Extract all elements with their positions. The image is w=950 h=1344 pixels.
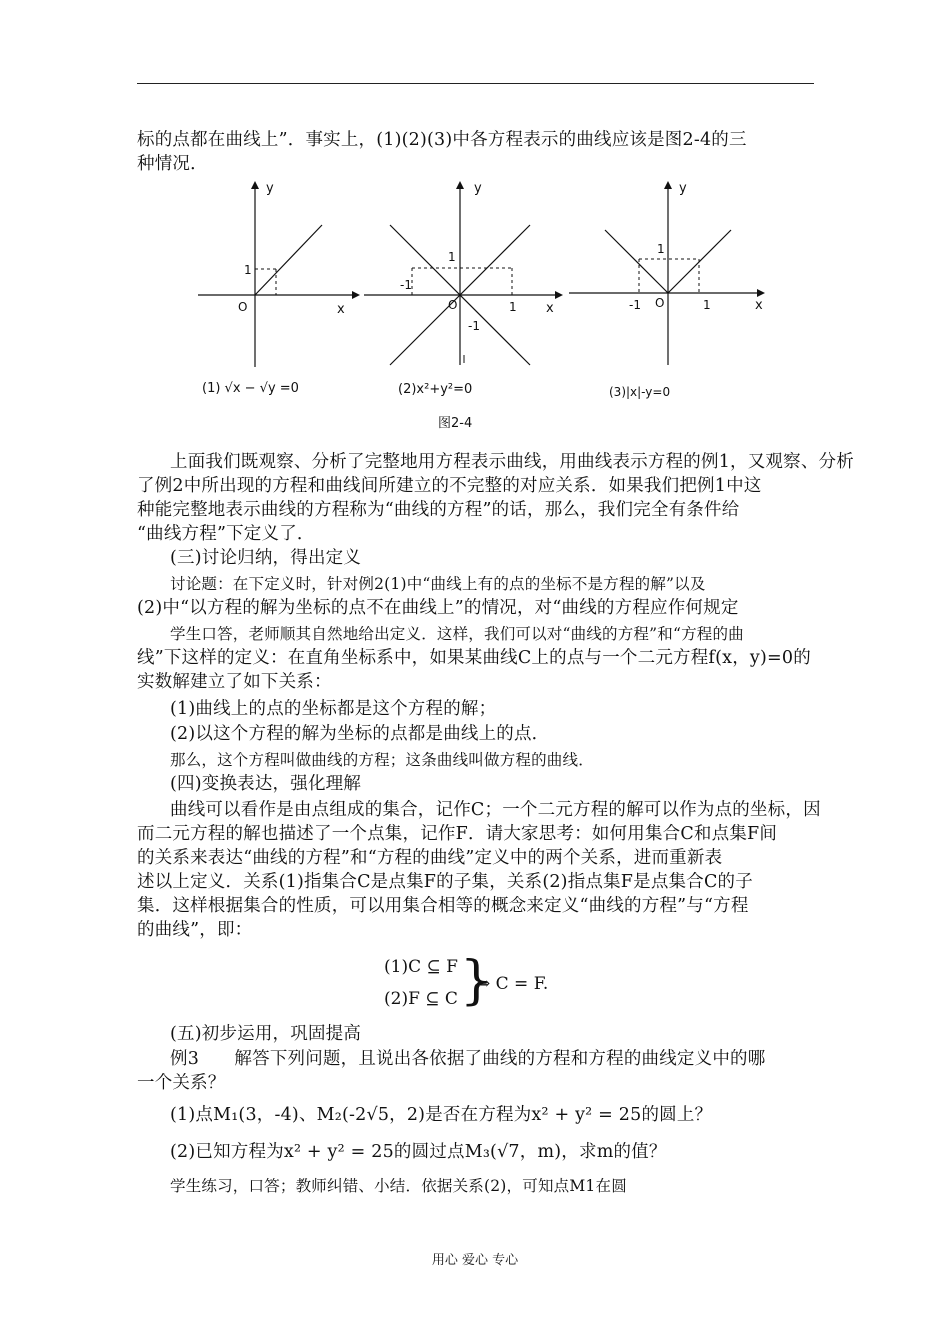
tick-label: 1: [448, 250, 456, 264]
header-rule: [137, 83, 814, 84]
text-line: 而二元方程的解也描述了一个点集，记作F．请大家思考：如何用集合C和点集F间: [137, 824, 778, 844]
text-line: (2)中“以方程的解为坐标的点不在曲线上”的情况，对“曲线的方程应作何规定: [137, 598, 739, 618]
formula-row-1: (1)C ⊆ F: [384, 957, 458, 977]
right-brace-icon: }: [460, 951, 494, 1011]
tick-label: 1: [657, 242, 665, 256]
text-line: “曲线方程”下定义了．: [137, 524, 315, 544]
origin-label: O: [448, 298, 458, 312]
text-line: 讨论题：在下定义时，针对例2(1)中“曲线上有的点的坐标不是方程的解”以及: [170, 575, 706, 593]
tick-label: -1: [400, 278, 412, 292]
text-line: 的曲线”，即：: [137, 920, 253, 940]
set-equality-formula: [384, 951, 584, 1015]
section-heading: (四)变换表达，强化理解: [170, 774, 362, 794]
graph-caption: (3)|x|-y=0: [609, 385, 671, 399]
x-axis-label: x: [755, 298, 763, 313]
text-line: 学生口答，老师顺其自然地给出定义．这样，我们可以对“曲线的方程”和“方程的曲: [170, 625, 744, 643]
formula-result: ⇔ C = F.: [476, 974, 549, 994]
text-line: 种能完整地表示曲线的方程称为“曲线的方程”的话，那么，我们完全有条件给: [137, 500, 740, 520]
text-line: 了例2中所出现的方程和曲线间所建立的不完整的对应关系．如果我们把例1中这: [137, 476, 762, 496]
y-axis-label: y: [474, 181, 482, 196]
question-2: (2)已知方程为x² + y² = 25的圆过点M₃(√7，m)，求m的值？: [170, 1142, 667, 1162]
text-line: 线”下这样的定义：在直角坐标系中，如果某曲线C上的点与一个二元方程f(x，y)=0的: [137, 648, 811, 668]
x-axis-label: x: [546, 301, 554, 316]
text-line: 种情况．: [137, 154, 208, 174]
text-line: 学生练习，口答；教师纠错、小结．依据关系(2)，可知点M1在圆: [170, 1177, 627, 1195]
origin-label: O: [238, 300, 248, 314]
text-line: 实数解建立了如下关系：: [137, 672, 332, 692]
text-line: 述以上定义．关系(1)指集合C是点集F的子集，关系(2)指点集F是点集合C的子: [137, 872, 753, 892]
x-axis-label: x: [337, 302, 345, 317]
text-line: 的关系来表达“曲线的方程”和“方程的曲线”定义中的两个关系，进而重新表: [137, 848, 723, 868]
condition-1: (1)曲线上的点的坐标都是这个方程的解；: [170, 699, 497, 719]
condition-2: (2)以这个方程的解为坐标的点都是曲线上的点．: [170, 724, 550, 744]
formula-row-2: (2)F ⊆ C: [384, 989, 458, 1009]
text-line: 标的点都在曲线上”．事实上，(1)(2)(3)中各方程表示的曲线应该是图2-4的三: [137, 130, 747, 150]
tick-label: 1: [244, 263, 252, 277]
tick-label: 1: [509, 300, 517, 314]
text-line: 曲线可以看作是由点组成的集合，记作C；一个二元方程的解可以作为点的坐标，因: [170, 800, 821, 820]
text-line: 上面我们既观察、分析了完整地用方程表示曲线，用曲线表示方程的例1，又观察、分析: [170, 452, 854, 472]
text-line: 集．这样根据集合的性质，可以用集合相等的概念来定义“曲线的方程”与“方程: [137, 896, 749, 916]
tick-label: 1: [703, 298, 711, 312]
page-footer: 用心 爱心 专心: [431, 1253, 519, 1268]
graph-1: [192, 175, 362, 409]
text-line: 一个关系？: [137, 1073, 226, 1093]
section-heading: (三)讨论归纳，得出定义: [170, 548, 362, 568]
graph-2: [360, 175, 565, 409]
tick-label: -1: [468, 319, 480, 333]
section-heading: (五)初步运用，巩固提高: [170, 1024, 362, 1044]
origin-label: O: [655, 296, 665, 310]
text-line: 例3 解答下列问题，且说出各依据了曲线的方程和方程的曲线定义中的哪: [170, 1049, 766, 1069]
tick-label: -1: [629, 298, 641, 312]
figure-caption: 图2-4: [438, 416, 473, 431]
graph-3: [565, 175, 770, 409]
y-axis-label: y: [679, 181, 687, 196]
question-1: (1)点M₁(3，-4)、M₂(-2√5，2)是否在方程为x² + y² = 25的圆上？: [170, 1105, 713, 1125]
graph-caption: (2)x²+y²=0: [398, 382, 473, 397]
text-line: 那么，这个方程叫做曲线的方程；这条曲线叫做方程的曲线．: [170, 751, 594, 769]
y-axis-label: y: [266, 181, 274, 196]
graph-caption: (1) √x − √y =0: [202, 381, 299, 396]
